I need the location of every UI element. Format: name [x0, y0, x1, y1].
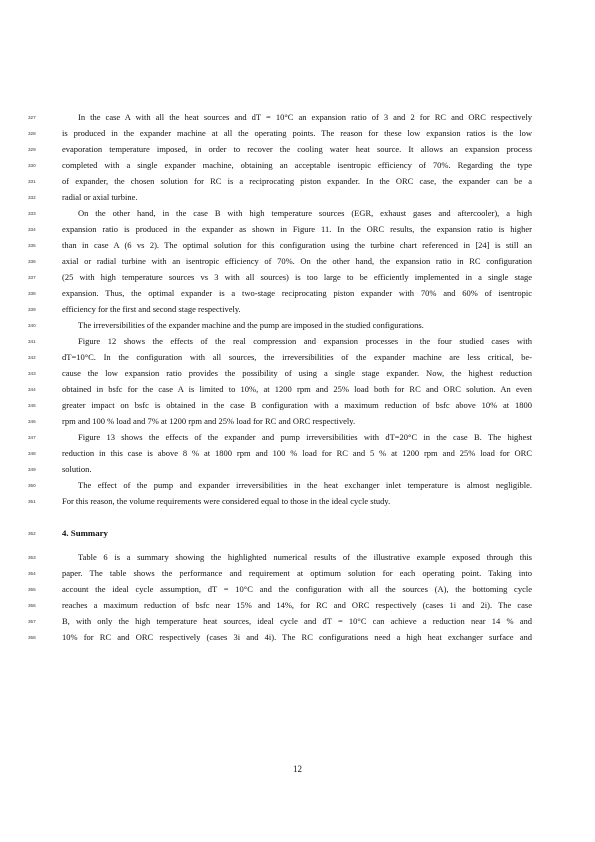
line-number: 340: [28, 323, 36, 328]
text-line: completed with a single expander machine, obtaining an acceptable isentropic efficiency of 70%. Regarding the type: [62, 160, 532, 170]
text-line: B, with only the high temperature heat sources, ideal cycle and dT = 10°C can achieve a reduction near 14 % and: [62, 616, 532, 626]
line-number: 354: [28, 571, 36, 576]
text-line: In the case A with all the heat sources and dT = 10°C an expansion ratio of 3 and 2 for RC and ORC respectively: [78, 112, 532, 122]
text-line: than in case A (6 vs 2). The optimal solution for this configuration using the turbine chart referenced in [24] is still an: [62, 240, 532, 250]
line-number: 335: [28, 243, 36, 248]
line-number: 342: [28, 355, 36, 360]
line-number: 339: [28, 307, 36, 312]
text-line: On the other hand, in the case B with high temperature sources (EGR, exhaust gases and aftercooler), a high: [78, 208, 532, 218]
text-line: efficiency for the first and second stage respectively.: [62, 304, 241, 314]
line-number: 329: [28, 147, 36, 152]
text-line: obtained in bsfc for the case A is limited to 10%, at 1200 rpm and 25% load both for RC and ORC solution. An even: [62, 384, 532, 394]
line-number: 351: [28, 499, 36, 504]
line-number: 343: [28, 371, 36, 376]
text-line: Table 6 is a summary showing the highlighted numerical results of the illustrative example exposed through this: [78, 552, 532, 562]
text-line: paper. The table shows the performance and requirement at optimum solution for each operating point. Taking into: [62, 568, 532, 578]
section-heading: 4. Summary: [62, 528, 108, 538]
text-line: reduction in this case is above 8 % at 1800 rpm and 100 % load for RC and 5 % at 1200 rpm and 25% load for ORC: [62, 448, 532, 458]
text-line: 10% for RC and ORC respectively (cases 3i and 4i). The RC configurations need a high heat exchanger surface and: [62, 632, 532, 642]
line-number: 327: [28, 115, 36, 120]
line-number: 345: [28, 403, 36, 408]
text-line: (25 with high temperature sources vs 3 with all sources) is too large to be efficiently implemented in a single stage: [62, 272, 532, 282]
line-number: 330: [28, 163, 36, 168]
text-line: account the ideal cycle assumption, dT = 10°C and the configuration with all the sources (A), the bottoming cycle: [62, 584, 532, 594]
line-number: 344: [28, 387, 36, 392]
line-number: 348: [28, 451, 36, 456]
text-line: is produced in the expander machine at all the operating points. The reason for these low expansion ratios is the low: [62, 128, 532, 138]
text-line: The effect of the pump and expander irreversibilities in the heat exchanger inlet temperature is almost negligible.: [78, 480, 532, 490]
text-line: solution.: [62, 464, 92, 474]
text-line: of expander, the chosen solution for RC is a reciprocating piston expander. In the ORC case, the expander can be a: [62, 176, 532, 186]
text-line: evaporation temperature imposed, in order to recover the cooling water heat source. It allows an expansion process: [62, 144, 532, 154]
line-number: 331: [28, 179, 36, 184]
line-number: 337: [28, 275, 36, 280]
line-number: 328: [28, 131, 36, 136]
text-line: radial or axial turbine.: [62, 192, 138, 202]
line-number: 346: [28, 419, 36, 424]
line-number: 352: [28, 531, 36, 536]
line-number: 336: [28, 259, 36, 264]
text-line: greater impact on bsfc is obtained in the case B configuration with a maximum reduction of bsfc above 10% at 1800: [62, 400, 532, 410]
line-number: 353: [28, 555, 36, 560]
line-number: 356: [28, 603, 36, 608]
line-number: 338: [28, 291, 36, 296]
line-number: 350: [28, 483, 36, 488]
text-line: reaches a maximum reduction of bsfc near 15% and 14%, for RC and ORC respectively (cases 1i and 2i). The case: [62, 600, 532, 610]
line-number: 357: [28, 619, 36, 624]
text-line: cause the low expansion ratio provides the possibility of using a single stage expander. Now, the highest reduction: [62, 368, 532, 378]
line-number: 332: [28, 195, 36, 200]
text-line: expansion. Thus, the optimal expander is a two-stage reciprocating piston expander with 70% and 60% of isentropic: [62, 288, 532, 298]
text-line: axial or radial turbine with an isentropic efficiency of 70%. On the other hand, the expansion ratio in RC configuration: [62, 256, 532, 266]
text-line: The irreversibilities of the expander machine and the pump are imposed in the studied configurations.: [78, 320, 424, 330]
text-line: dT=10°C. In the configuration with all sources, the irreversibilities of the expander machine are less critical, be-: [62, 352, 532, 362]
page-number: 12: [293, 764, 302, 774]
text-line: Figure 13 shows the effects of the expander and pump irreversibilities with dT=20°C in the case B. The highest: [78, 432, 532, 442]
text-line: rpm and 100 % load and 7% at 1200 rpm and 25% load for RC and ORC respectively.: [62, 416, 356, 426]
text-line: Figure 12 shows the effects of the real compression and expansion processes in the four studied cases with: [78, 336, 532, 346]
line-number: 349: [28, 467, 36, 472]
text-line: expansion ratio is produced in the expander as shown in Figure 11. In the ORC results, the expansion ratio is higher: [62, 224, 532, 234]
line-number: 355: [28, 587, 36, 592]
line-number: 334: [28, 227, 36, 232]
line-number: 341: [28, 339, 36, 344]
text-line: For this reason, the volume requirements were considered equal to those in the ideal cycle study.: [62, 496, 391, 506]
line-number: 347: [28, 435, 36, 440]
line-number: 333: [28, 211, 36, 216]
line-number: 358: [28, 635, 36, 640]
